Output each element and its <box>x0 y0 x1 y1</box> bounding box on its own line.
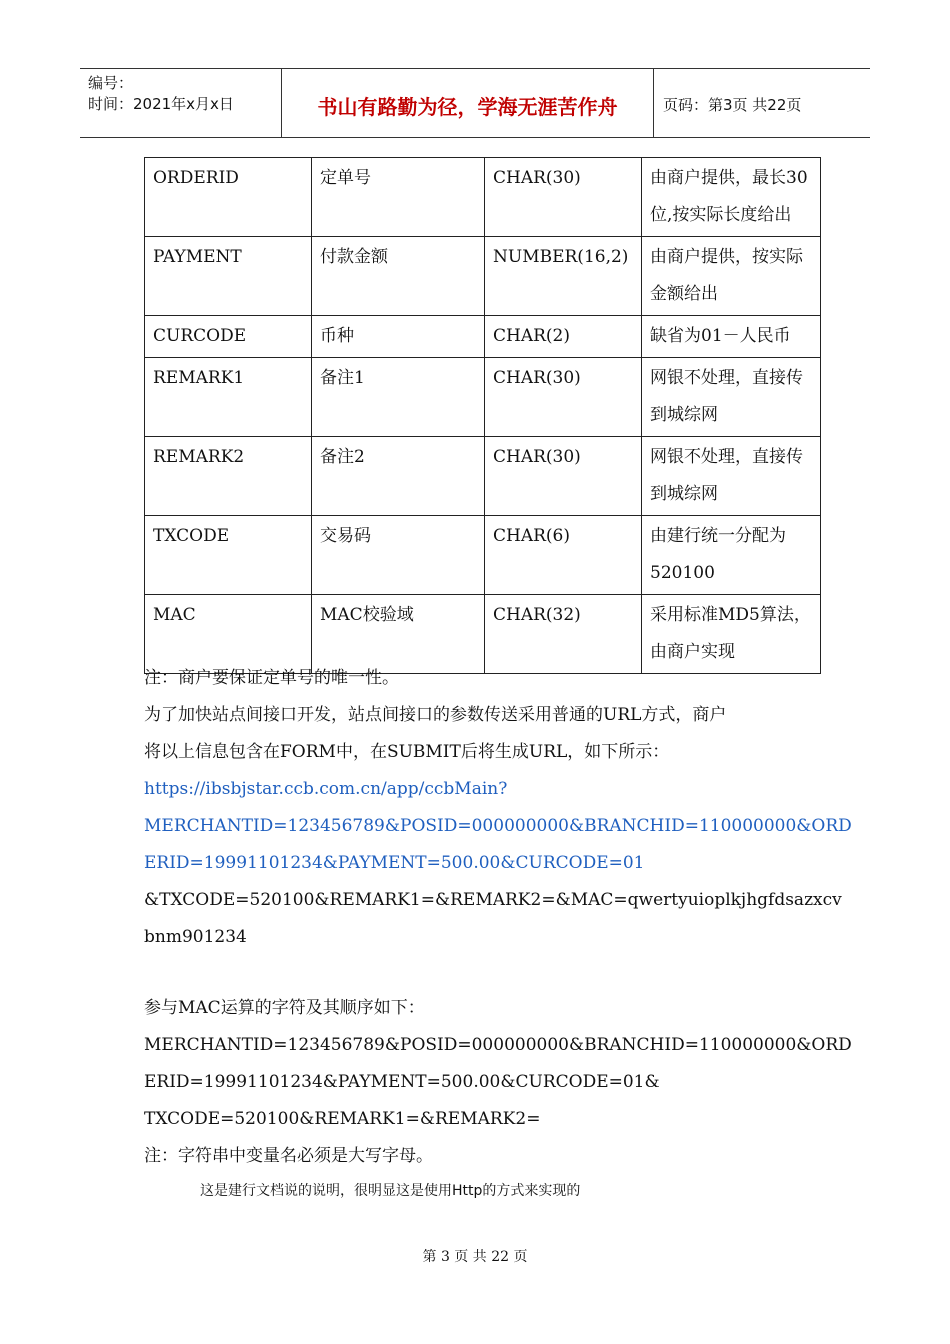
header-number: 编号： <box>88 74 134 92</box>
header-motto: 书山有路勤为径，学海无涯苦作舟 <box>317 95 618 119</box>
field-table-body <box>145 158 821 674</box>
mac-string: ERID=19991101234&PAYMENT=500.00&CURCODE=01& <box>144 1072 660 1092</box>
paragraph-line: 将以上信息包含在FORM中，在SUBMIT后将生成URL，如下所示： <box>144 742 670 762</box>
table-cell: 备注1 <box>312 358 485 437</box>
table-row <box>145 316 821 358</box>
table-cell: NUMBER(16,2) <box>485 237 642 316</box>
url-link[interactable]: MERCHANTID=123456789&POSID=000000000&BRANCHID=110000000&ORD <box>144 816 852 836</box>
table-cell: CHAR(2) <box>485 316 642 358</box>
table-cell: 由商户提供，按实际金额给出 <box>642 237 821 316</box>
table-cell: 采用标准MD5算法，由商户实现 <box>642 595 821 674</box>
table-cell: ORDERID <box>145 158 312 237</box>
mac-string: MERCHANTID=123456789&POSID=000000000&BRANCHID=110000000&ORD <box>144 1035 852 1055</box>
table-cell: 交易码 <box>312 516 485 595</box>
table-cell: CHAR(30) <box>485 437 642 516</box>
table-cell: 网银不处理，直接传到城综网 <box>642 358 821 437</box>
mac-intro: 参与MAC运算的字符及其顺序如下： <box>144 998 425 1018</box>
table-cell: MAC <box>145 595 312 674</box>
table-cell: CHAR(32) <box>485 595 642 674</box>
paragraph-line: 为了加快站点间接口开发，站点间接口的参数传送采用普通的URL方式，商户 <box>144 705 727 725</box>
table-cell: TXCODE <box>145 516 312 595</box>
table-row <box>145 437 821 516</box>
table-cell: 币种 <box>312 316 485 358</box>
table-cell: CHAR(6) <box>485 516 642 595</box>
table-cell: 网银不处理，直接传到城综网 <box>642 437 821 516</box>
table-cell: CHAR(30) <box>485 358 642 437</box>
table-row <box>145 516 821 595</box>
table-cell: REMARK2 <box>145 437 312 516</box>
table-cell: 备注2 <box>312 437 485 516</box>
table-row <box>145 237 821 316</box>
mac-string: TXCODE=520100&REMARK1=&REMARK2= <box>144 1109 541 1129</box>
header-meta <box>88 73 278 115</box>
page-header <box>80 68 870 138</box>
url-text: &TXCODE=520100&REMARK1=&REMARK2=&MAC=qwertyuioplkjhgfdsazxcv <box>144 890 842 910</box>
comment-text: 这是建行文档说的说明，很明显这是使用Http的方式来实现的 <box>200 1183 581 1199</box>
field-table <box>144 157 821 674</box>
table-cell: CHAR(30) <box>485 158 642 237</box>
table-cell: 付款金额 <box>312 237 485 316</box>
table-row <box>145 158 821 237</box>
table-cell: REMARK1 <box>145 358 312 437</box>
table-cell: 缺省为01－人民币 <box>642 316 821 358</box>
table-row <box>145 358 821 437</box>
header-time: 时间：2021年x月x日 <box>88 95 234 113</box>
table-cell: 由建行统一分配为520100 <box>642 516 821 595</box>
url-link[interactable]: ERID=19991101234&PAYMENT=500.00&CURCODE=01 <box>144 853 645 873</box>
url-link[interactable]: https://ibsbjstar.ccb.com.cn/app/ccbMain? <box>144 779 508 799</box>
page-footer: 第 3 页 共 22 页 <box>422 1249 528 1265</box>
table-cell: MAC校验域 <box>312 595 485 674</box>
table-cell: CURCODE <box>145 316 312 358</box>
table-cell: PAYMENT <box>145 237 312 316</box>
note-order-unique: 注：商户要保证定单号的唯一性。 <box>144 668 399 688</box>
header-divider <box>653 69 654 137</box>
note-uppercase: 注：字符串中变量名必须是大写字母。 <box>144 1146 433 1166</box>
table-cell: 由商户提供，最长30位,按实际长度给出 <box>642 158 821 237</box>
table-cell: 定单号 <box>312 158 485 237</box>
header-page-number: 页码：第3页 共22页 <box>663 96 802 114</box>
url-text: bnm901234 <box>144 927 247 947</box>
